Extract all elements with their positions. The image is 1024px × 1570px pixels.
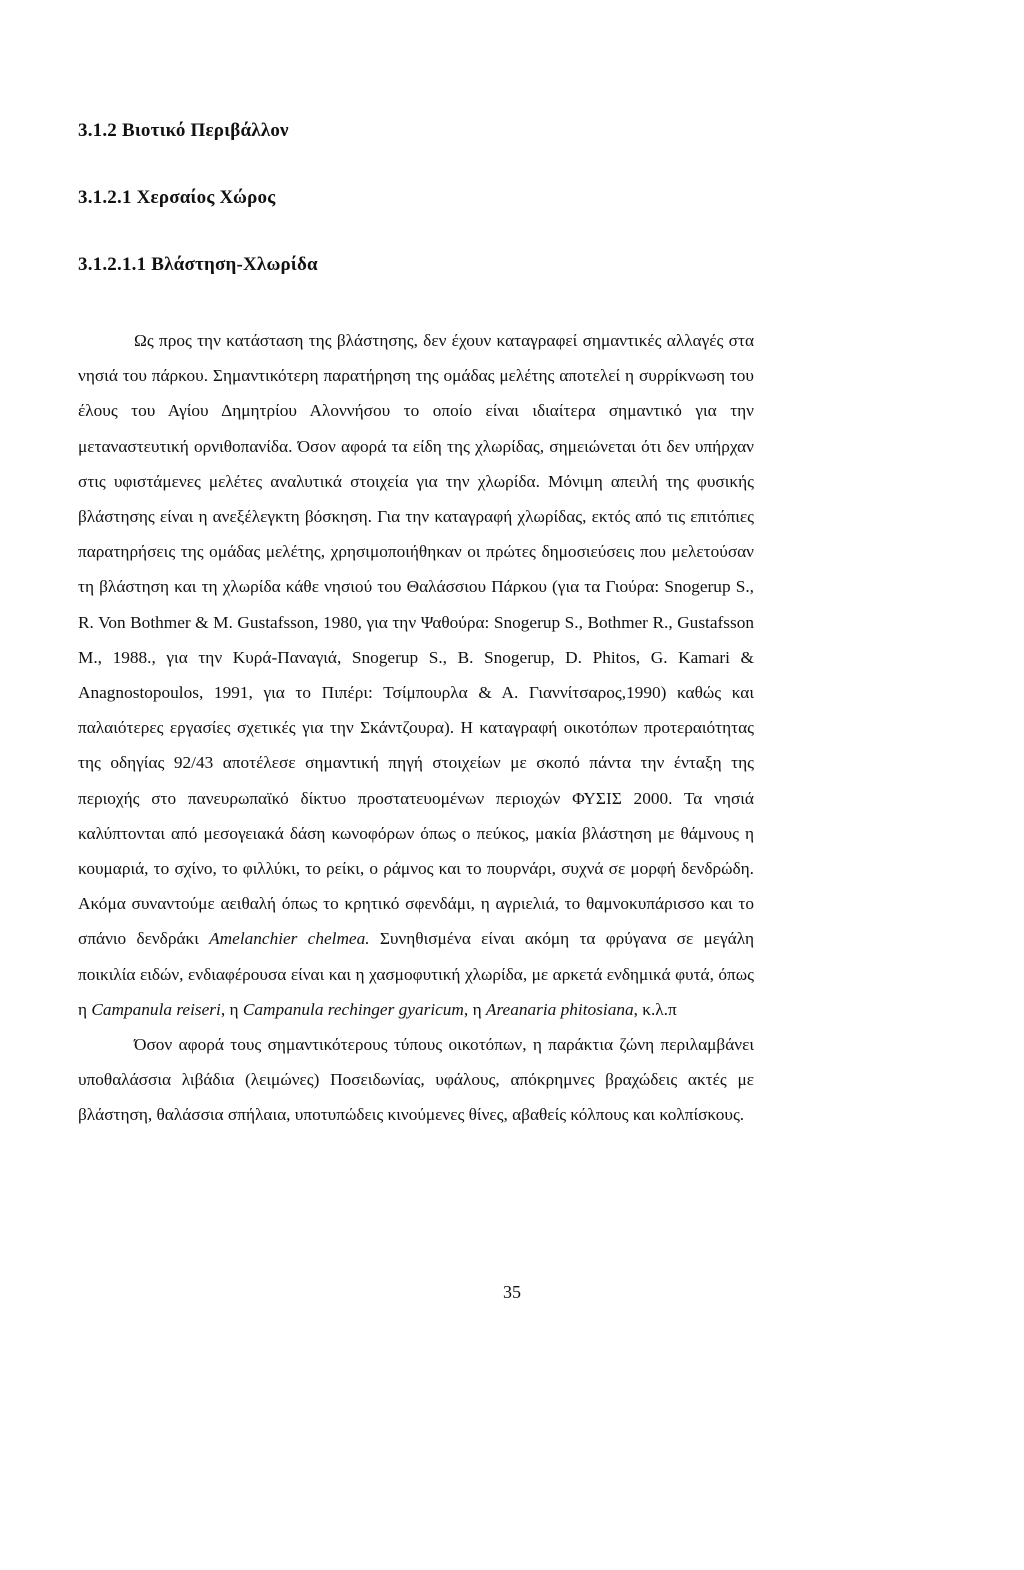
paragraph-vegetation xyxy=(78,323,754,1027)
paragraph-text: Συνηθισμένα είναι ακόμη τα φρύγανα σε μεγάλη ποικιλία ειδών, ενδιαφέρουσα είναι και η χασμοφυτική χλωρίδα, με αρκετά ενδημικά φυτά, όπως η xyxy=(78,929,754,1019)
paragraph-text: , κ.λ.π xyxy=(633,999,677,1019)
species-name: Areanaria phitosiana xyxy=(485,999,634,1019)
species-name: Campanula rechinger gyaricum xyxy=(242,999,464,1019)
page-number: 35 xyxy=(503,1282,521,1302)
subsubsection-heading: 3.1.2.1.1 Βλάστηση-Χλωρίδα xyxy=(78,254,318,275)
species-name: Amelanchier chelmea. xyxy=(209,929,370,949)
body-text xyxy=(78,323,754,1133)
paragraph-text: , η xyxy=(220,999,243,1019)
species-name: Campanula reiseri xyxy=(91,999,221,1019)
paragraph-text: , η xyxy=(463,999,486,1019)
section-heading: 3.1.2 Βιοτικό Περιβάλλον xyxy=(78,120,289,141)
paragraph-text: Ως προς την κατάσταση της βλάστησης, δεν έχουν καταγραφεί σημαντικές αλλαγές στα νησιά του πάρκου. Σημαντικότερη παρατήρηση της ομάδας μελέτης αποτελεί η συρρίκνωση του έλους του Αγίου Δημητρίου Αλοννήσου το οποίο είναι ιδιαίτερα σημαντικό για την μεταναστευτική ορνιθοπανίδα. Όσον αφορά τα είδη της χλωρίδας, σημειώνεται ότι δεν υπήρχαν στις υφιστάμενες μελέτες αναλυτικά στοιχεία για την χλωρίδα. Μόνιμη απειλή της φυσικής βλάστησης είναι η ανεξέλεγκτη βόσκηση. Για την καταγραφή χλωρίδας, εκτός από τις επιτόπιες παρατηρήσεις της ομάδας μελέτης, χρησιμοποιήθηκαν οι πρώτες δημοσιεύσεις που μελετούσαν τη βλάστηση και τη χλωρίδα κάθε νησιού του Θαλάσσιου Πάρκου (για τα Γιούρα: Snogerup S., R. Von Bothmer & M. Gustafsson, 1980, για την Ψαθούρα: Snogerup S., Bothmer R., Gustafsson M., 1988., για την Κυρά-Παναγιά, Snogerup S., B. Snogerup, D. Phitos, G. Kamari & Anagnostopoulos, 1991, για το Πιπέρι: Τσίμπουρλα & Α. Γιαννίτσαρος,1990) καθώς και παλαιότερες εργασίες σχετικές για την Σκάντζουρα). Η καταγραφή οικοτόπων προτεραιότητας της οδηγίας 92/43 αποτέλεσε σημαντική πηγή στοιχείων με σκοπό πάντα την ένταξη της περιοχής στο πανευρωπαϊκό δίκτυο προστατευομένων περιοχών ΦΥΣΙΣ 2000. Τα νησιά καλύπτονται από μεσογειακά δάση κωνοφόρων όπως ο πεύκος, μακία βλάστηση με θάμνους η κουμαριά, το σχίνο, το φιλλύκι, το ρείκι, ο ράμνος και το πουρνάρι, συχνά σε μορφή δενδρώδη. Ακόμα συναντούμε αειθαλή όπως το κρητικό σφενδάμι, η αγριελιά, το θαμνοκυπάρισσο και το σπάνιο δενδράκι xyxy=(78,331,754,949)
subsection-heading: 3.1.2.1 Χερσαίος Χώρος xyxy=(78,187,276,208)
paragraph-habitats: Όσον αφορά τους σημαντικότερους τύπους οικοτόπων, η παράκτια ζώνη περιλαμβάνει υποθαλάσσια λιβάδια (λειμώνες) Ποσειδωνίας, υφάλους, απόκρημνες βραχώδεις ακτές με βλάστηση, θαλάσσια σπήλαια, υποτυπώδεις κινούμενες θίνες, αβαθείς κόλπους και κολπίσκους. xyxy=(78,1035,754,1125)
